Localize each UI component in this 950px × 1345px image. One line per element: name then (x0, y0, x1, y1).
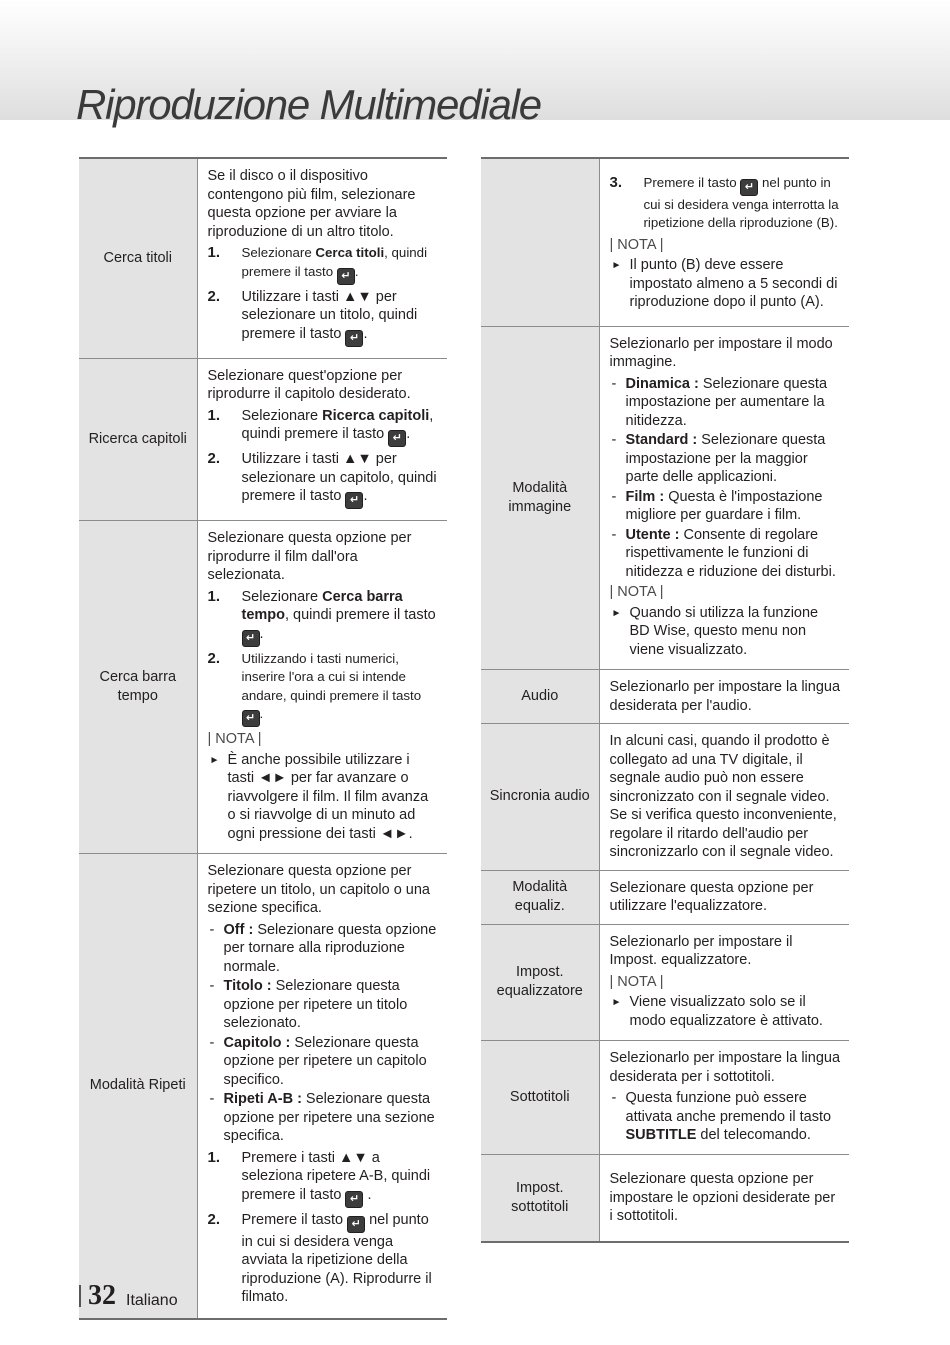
table-row (481, 724, 849, 871)
footer-divider (79, 1285, 81, 1307)
row-description (197, 358, 447, 521)
option-text: Questa è l'impostazione migliore per guardare i film. (625, 488, 823, 523)
table-row (481, 870, 849, 924)
bullet-arrow-icon: ► (611, 607, 622, 619)
table-row (481, 670, 849, 724)
table-row (481, 924, 849, 1041)
leftright-arrows-icon: ◄► (258, 770, 287, 786)
step-number: 1. (207, 244, 221, 261)
step-number: 2. (207, 649, 221, 667)
step: 1. Selezionare Cerca barra tempo, quindi premere il tasto ↵ . (208, 588, 440, 647)
option-item: - Ripeti A-B : Selezionare questa opzione per ripetere una sezione specifica. (209, 1091, 435, 1144)
option-text: Selezionare questa impostazione per aumentare la nitidezza. (625, 375, 828, 429)
table-row (79, 854, 447, 1319)
step-text: , quindi premere il tasto (241, 245, 428, 279)
option-name: Ripeti A-B : (223, 1091, 302, 1107)
step-text: , quindi premere il tasto (241, 407, 434, 442)
option-name: Capitolo : (223, 1034, 291, 1051)
table-row (79, 158, 447, 358)
option-name: Titolo : (223, 978, 272, 994)
step-number: 3. (609, 173, 623, 191)
updown-arrows-icon: ▲▼ (339, 1149, 368, 1166)
row-description: Selezionare questa opzione per impostare le opzioni desiderate per i sottotitoli. (599, 1154, 849, 1242)
step (208, 1211, 440, 1307)
table-row (481, 1041, 849, 1155)
row-description (197, 854, 447, 1319)
row-description (599, 158, 849, 326)
step-text: Selezionare (241, 245, 316, 260)
settings-table-left (79, 157, 447, 1320)
table-row (481, 158, 849, 326)
row-label: Sincronia audio (481, 724, 599, 871)
updown-arrows-icon: ▲▼ (343, 451, 372, 467)
option-text: Consente di regolare rispettivamente le funzioni di nitidezza e riduzione dei disturbi. (625, 526, 836, 580)
note-heading: | NOTA | (609, 584, 664, 600)
note-heading: | NOTA | (609, 973, 664, 990)
step-bold: Ricerca capitoli (322, 407, 430, 424)
option-item: - Film : Questa è l'impostazione migliore per guardare i film. (611, 488, 823, 523)
step-text: Selezionare (241, 407, 323, 424)
step-bold: Cerca barra tempo (241, 588, 403, 623)
table-row (481, 326, 849, 670)
note-text: Viene visualizzato solo se il modo equalizzatore è attivato. (629, 994, 823, 1029)
enter-key-icon: ↵ (242, 710, 260, 727)
intro-text: Selezionare questa opzione per ripetere un titolo, un capitolo o una sezione specifica. (207, 863, 430, 916)
step-bold: Cerca titoli (315, 245, 385, 260)
note-text: Il punto (B) deve essere impostato almeno a 5 secondi di riproduzione dopo il punto (A). (629, 257, 838, 311)
row-label: Modalità Ripeti (79, 854, 197, 1319)
enter-key-icon: ↵ (388, 430, 406, 447)
enter-key-icon: ↵ (740, 179, 758, 196)
row-description: In alcuni casi, quando il prodotto è collegato ad una TV digitale, il segnale audio può non essere sincronizzato con il segnale video. Se si verifica questo inconveniente, regolare il ritardo dell'audio per sincronizzarlo con il segnale video. (599, 724, 849, 871)
option-item: - Titolo : Selezionare questa opzione per ripetere un titolo selezionato. (209, 978, 408, 1031)
step-number: 1. (207, 1148, 221, 1166)
option-text: Selezionare questa opzione per tornare alla riproduzione normale. (223, 921, 437, 975)
note-item (610, 256, 842, 312)
bullet-arrow-icon: ► (209, 754, 220, 766)
step-number: 1. (207, 587, 221, 605)
step-text: Utilizzando i tasti numerici, inserire l'ora a cui si intende andare, quindi premere il tasto (241, 650, 422, 703)
row-label: Impost. sottotitoli (481, 1154, 599, 1242)
option-name: Utente : (625, 526, 680, 543)
note-text: Quando si utilizza la funzione BD Wise, questo menu non viene visualizzato. (629, 604, 819, 658)
row-label-empty (481, 158, 599, 326)
intro-text: Selezionarlo per impostare il Impost. equalizzatore. (609, 933, 793, 968)
row-label: Audio (481, 670, 599, 724)
option-name: Dinamica : (625, 375, 699, 392)
step-text: Premere i tasti (241, 1149, 335, 1166)
page-number: 32 (88, 1280, 116, 1311)
note-item: ► È anche possibile utilizzare i tasti ◄► per far avanzare o riavvolgere il film. Il film avanza o si riavvolge di un minuto ad ogni pressione dei tasti ◄►. (209, 751, 429, 842)
intro-text: Se il disco o il dispositivo contengono più film, selezionare questa opzione per avviare la riproduzione di un altro titolo. (207, 168, 416, 240)
step-text: nel punto in cui si desidera venga avviata la ripetizione della riproduzione (A). Riprodurre il filmato. (241, 1211, 432, 1305)
enter-key-icon: ↵ (345, 1191, 363, 1208)
step-text: nel punto in cui si desidera venga interrotta la ripetizione della riproduzione (B). (643, 174, 839, 231)
note-item (610, 604, 842, 660)
option-item: - Utente : Consente di regolare rispettivamente le funzioni di nitidezza e riduzione dei disturbi. (611, 526, 836, 580)
intro-text: Selezionare quest'opzione per riprodurre il capitolo desiderato. (207, 367, 411, 402)
page-language: Italiano (126, 1292, 178, 1309)
option-item: - Capitolo : Selezionare questa opzione per ripetere un capitolo specifico. (209, 1034, 427, 1088)
row-label: Ricerca capitoli (79, 358, 197, 521)
row-description (599, 1041, 849, 1155)
row-description (197, 158, 447, 358)
step: 1. Premere i tasti ▲▼ a seleziona ripetere A-B, quindi premere il tasto ↵ . (208, 1149, 440, 1208)
step-text: a seleziona ripetere A-B, quindi premere il tasto (241, 1149, 431, 1203)
option-text: Questa funzione può essere attivata anche premendo il tasto (625, 1090, 832, 1125)
step-text: per selezionare un titolo, quindi premere il tasto (241, 288, 418, 342)
step-number: 2. (207, 1210, 221, 1228)
step: 1. Selezionare Cerca titoli, quindi premere il tasto ↵ . (208, 244, 440, 285)
step-text: Selezionare (241, 588, 323, 605)
row-label: Impost. equalizzatore (481, 924, 599, 1041)
row-label: Cerca titoli (79, 158, 197, 358)
step-number: 2. (207, 287, 221, 305)
row-label: Modalità equaliz. (481, 870, 599, 924)
intro-text: Selezionare questa opzione per riprodurre il film dall'ora selezionata. (207, 530, 412, 583)
row-description (599, 924, 849, 1041)
row-description (197, 521, 447, 854)
bullet-arrow-icon: ► (611, 260, 622, 272)
step-text: per selezionare un capitolo, quindi premere il tasto (241, 451, 437, 504)
step: 2. Utilizzando i tasti numerici, inserire l'ora a cui si intende andare, quindi premere il tasto ↵ . (208, 650, 440, 728)
step-text: Premere il tasto (643, 174, 737, 190)
table-row (79, 521, 447, 854)
note-text: per far avanzare o riavvolgere il film. Il film avanza o si riavvolge di un minuto ad ogni pressione dei tasti (227, 770, 429, 842)
row-label: Modalità immagine (481, 326, 599, 670)
note-text: È anche possibile utilizzare i tasti (227, 751, 410, 786)
enter-key-icon: ↵ (337, 268, 355, 285)
row-label: Sottotitoli (481, 1041, 599, 1155)
option-name: Standard : (625, 432, 698, 448)
note-heading: | NOTA | (207, 731, 262, 747)
row-description: Selezionarlo per impostare la lingua desiderata per l'audio. (599, 670, 849, 724)
note-heading: | NOTA | (609, 236, 664, 253)
step-number: 2. (207, 450, 221, 467)
step: 1. Selezionare Ricerca capitoli, quindi premere il tasto ↵ . (208, 407, 440, 448)
step-text: Utilizzare i tasti (241, 288, 339, 305)
step (610, 174, 842, 233)
option-item: - Questa funzione può essere attivata anche premendo il tasto SUBTITLE del telecomando. (611, 1090, 832, 1143)
row-label: Cerca barra tempo (79, 521, 197, 854)
option-text: Selezionare questa impostazione per la maggior parte delle applicazioni. (625, 432, 826, 485)
option-name: Film : (625, 488, 665, 505)
bullet-arrow-icon: ► (611, 997, 622, 1008)
step-text: Utilizzare i tasti (241, 451, 339, 467)
intro-text: Selezionarlo per impostare la lingua desiderata per i sottotitoli. (609, 1050, 841, 1085)
enter-key-icon: ↵ (242, 630, 260, 647)
option-text: Selezionare questa opzione per ripetere un capitolo specifico. (223, 1034, 427, 1088)
enter-key-icon: ↵ (345, 492, 363, 509)
note-item (610, 993, 842, 1030)
step-number: 1. (207, 406, 221, 424)
option-text: del telecomando. (696, 1127, 811, 1143)
option-item: - Dinamica : Selezionare questa impostazione per aumentare la nitidezza. (611, 375, 828, 429)
option-text: Selezionare questa opzione per ripetere un titolo selezionato. (223, 978, 408, 1031)
row-description (599, 326, 849, 670)
leftright-arrows-icon: ◄► (379, 825, 409, 842)
subtitle-key-label: SUBTITLE (625, 1127, 697, 1143)
intro-text: Selezionarlo per impostare il modo immagine. (609, 335, 833, 370)
option-name: Off : (223, 921, 254, 938)
enter-key-icon: ↵ (345, 330, 363, 347)
enter-key-icon: ↵ (347, 1216, 365, 1233)
page-title: Riproduzione Multimediale (76, 81, 541, 128)
updown-arrows-icon: ▲▼ (343, 288, 372, 305)
step-text: , quindi premere il tasto (285, 607, 436, 623)
row-description: Selezionare questa opzione per utilizzare l'equalizzatore. (599, 870, 849, 924)
table-row (79, 358, 447, 521)
step: 2. Utilizzare i tasti ▲▼ per selezionare un titolo, quindi premere il tasto ↵ . (208, 288, 440, 347)
option-text: Selezionare questa opzione per ripetere una sezione specifica. (223, 1091, 435, 1144)
table-row (481, 1154, 849, 1242)
settings-table-right (481, 157, 849, 1243)
step: 2. Utilizzare i tasti ▲▼ per selezionare un capitolo, quindi premere il tasto ↵ . (208, 450, 440, 509)
option-item: - Off : Selezionare questa opzione per tornare alla riproduzione normale. (209, 921, 437, 975)
option-item: - Standard : Selezionare questa impostazione per la maggior parte delle applicazioni. (611, 432, 826, 485)
step-text: Premere il tasto (241, 1211, 344, 1228)
